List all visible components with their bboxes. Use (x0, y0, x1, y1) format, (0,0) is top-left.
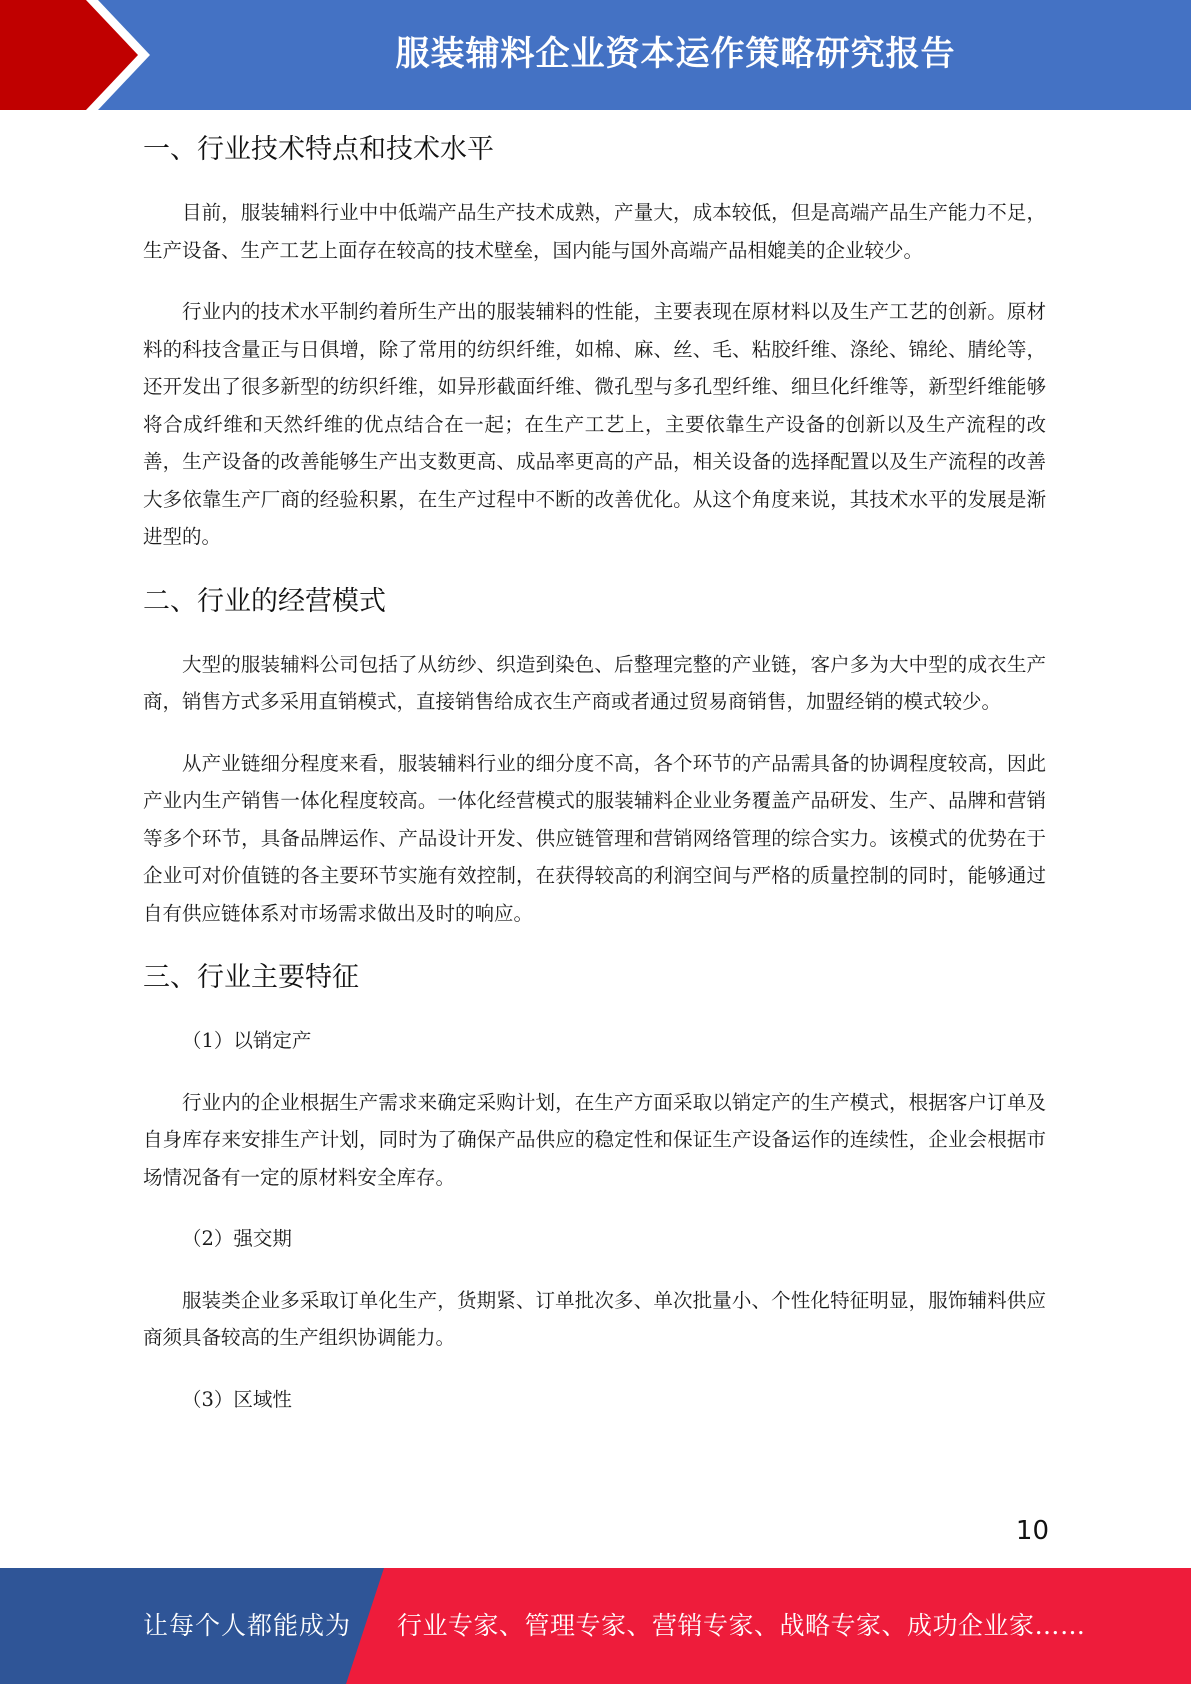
section-heading: 二、行业的经营模式 (143, 585, 386, 617)
subheading: （3）区域性 (182, 1387, 292, 1411)
subheading: （1）以销定产 (182, 1029, 312, 1052)
paragraph: 大型的服装辅料公司包括了从纺纱、织造到染色、后整理完整的产业链，客户多为大中型的成衣生产商，销售方式多采用直销模式，直接销售给成衣生产商或者通过贸易商销售，加盟经销的模式较少。 (143, 652, 1046, 713)
subheading: （2）强交期 (182, 1227, 292, 1250)
paragraph: 服装类企业多采取订单化生产，货期紧、订单批次多、单次批量小、个性化特征明显，服饰辅料供应商须具备较高的生产组织协调能力。 (143, 1288, 1046, 1349)
page-number: 10 (1015, 1516, 1049, 1546)
paragraph: 行业内的企业根据生产需求来确定采购计划，在生产方面采取以销定产的生产模式，根据客户订单及自身库存来安排生产计划，同时为了确保产品供应的稳定性和保证生产设备运作的连续性，企业会根据市场情况备有一定的原材料安全库存。 (143, 1090, 1046, 1189)
page-header (0, 0, 1191, 110)
page-footer (0, 1568, 1191, 1684)
paragraph: 目前，服装辅料行业中中低端产品生产技术成熟，产量大，成本较低，但是高端产品生产能力不足，生产设备、生产工艺上面存在较高的技术壁垒，国内能与国外高端产品相媲美的企业较少。 (143, 201, 1046, 262)
section-heading: 一、行业技术特点和技术水平 (143, 134, 494, 165)
paragraph: 行业内的技术水平制约着所生产出的服装辅料的性能，主要表现在原材料以及生产工艺的创新。原材料的科技含量正与日俱增，除了常用的纺织纤维，如棉、麻、丝、毛、粘胶纤维、涤纶、锦纶、腈纶等，还开发出了很多新型的纺织纤维，如异形截面纤维、微孔型与多孔型纤维、细旦化纤维等，新型纤维能够将合成纤维和天然纤维的优点结合在一起；在生产工艺上，主要依靠生产设备的创新以及生产流程的改善，生产设备的改善能够生产出支数更高、成品率更高的产品，相关设备的选择配置以及生产流程的改善大多依靠生产厂商的经验积累，在生产过程中不断的改善优化。从这个角度来说，其技术水平的发展是渐进型的。 (143, 300, 1046, 548)
report-title: 服装辅料企业资本运作策略研究报告 (395, 34, 956, 74)
paragraph: 从产业链细分程度来看，服装辅料行业的细分度不高，各个环节的产品需具备的协调程度较高，因此产业内生产销售一体化程度较高。一体化经营模式的服装辅料企业业务覆盖产品研发、生产、品牌和营销等多个环节，具备品牌运作、产品设计开发、供应链管理和营销网络管理的综合实力。该模式的优势在于企业可对价值链的各主要环节实施有效控制，在获得较高的利润空间与严格的质量控制的同时，能够通过自有供应链体系对市场需求做出及时的响应。 (143, 751, 1046, 925)
footer-slogan-left: 让每个人都能成为 (143, 1611, 352, 1640)
footer-slogan-right: 行业专家、管理专家、营销专家、战略专家、成功企业家…… (397, 1611, 1086, 1640)
section-heading: 三、行业主要特征 (143, 962, 359, 993)
page-content (143, 128, 1046, 1418)
